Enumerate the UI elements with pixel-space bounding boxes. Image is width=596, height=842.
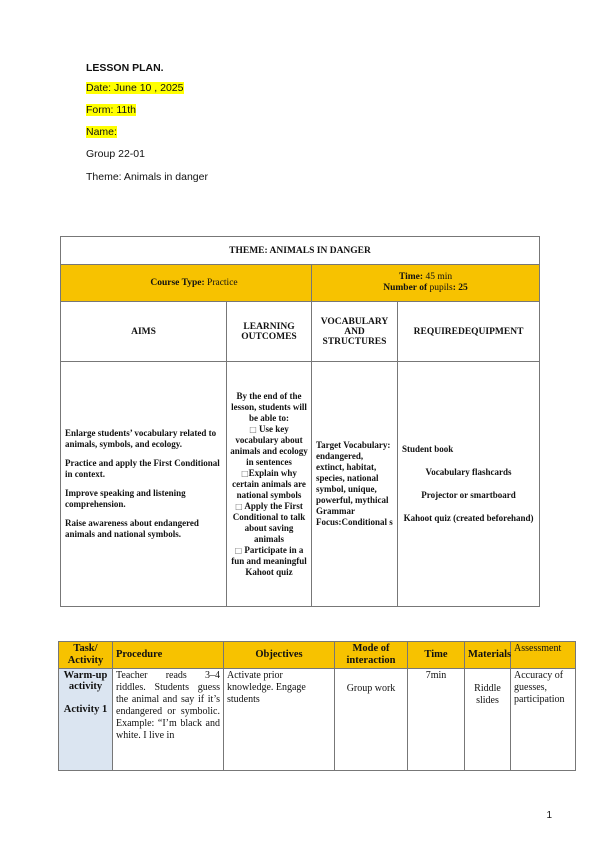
col-assessment: Assessment: [511, 642, 576, 669]
col-task: Task/ Activity: [59, 642, 113, 669]
col-mode: Mode of interaction: [335, 642, 408, 669]
missing-glyph-icon: □: [241, 468, 249, 478]
equipment-item: Vocabulary flashcards: [425, 467, 512, 477]
time-and-pupils: Time: 45 min Number of pupils: 25: [312, 265, 540, 302]
group-line: Group 22-01: [86, 148, 145, 160]
name-line: Name:: [86, 126, 117, 138]
outcomes-cell: [227, 362, 312, 607]
course-type: Course Type: Practice: [61, 265, 312, 302]
col-materials: Materials: [465, 642, 511, 669]
outcome-item: Use key vocabulary about animals and ecology in sentences: [230, 423, 308, 467]
mode-cell: Group work: [335, 669, 408, 771]
col-vocabulary: VOCABULARY AND STRUCTURES: [312, 302, 398, 362]
equipment-cell: [398, 362, 540, 607]
col-equipment: REQUIREDEQUIPMENT: [398, 302, 540, 362]
doc-title: LESSON PLAN.: [86, 62, 164, 74]
theme-line: Theme: Animals in danger: [86, 171, 208, 183]
missing-glyph-icon: □: [234, 545, 243, 555]
vocabulary-cell: Target Vocabulary: endangered, extinct, habitat, species, national symbol, unique, powerful, mythical Grammar Focus:Conditional s: [312, 362, 398, 607]
col-aims: AIMS: [61, 302, 227, 362]
objectives-cell: Activate prior knowledge. Engage students: [224, 669, 335, 771]
time-cell: 7min: [408, 669, 465, 771]
outcome-item: Apply the First Conditional to talk about saving animals: [232, 500, 306, 544]
missing-glyph-icon: □: [235, 501, 243, 511]
materials-cell: Riddle slides: [465, 669, 511, 771]
col-time: Time: [408, 642, 465, 669]
aim-item: Enlarge students’ vocabulary related to animals, symbols, and ecology.: [65, 428, 217, 449]
lesson-plan-table: [60, 236, 540, 607]
col-procedure: Procedure: [113, 642, 224, 669]
aim-item: Raise awareness about endangered animals and national symbols.: [65, 518, 199, 539]
procedure-cell: Teacher reads 3–4 riddles. Students guess the animal and say if it’s endangered or symbolic. Example: “I’m black and white. I live in: [113, 669, 224, 771]
equipment-item: Student book: [402, 444, 454, 454]
task-cell: Warm-up activity Activity 1: [59, 669, 113, 771]
equipment-item: Kahoot quiz (created beforehand): [403, 513, 534, 523]
outcome-item: Participate in a fun and meaningful Kahoot quiz: [231, 544, 307, 577]
outcomes-intro: By the end of the lesson, students will be able to:: [231, 390, 307, 423]
outcome-item: Explain why certain animals are national symbols: [232, 467, 306, 500]
assessment-cell: Accuracy of guesses, participation: [511, 669, 576, 771]
activity-table: [58, 641, 576, 771]
aim-item: Practice and apply the First Conditional in context.: [65, 458, 220, 479]
date-line: Date: June 10 , 2025: [86, 82, 184, 94]
page-number: 1: [546, 810, 552, 821]
aim-item: Improve speaking and listening comprehension.: [65, 488, 186, 509]
equipment-item: Projector or smartboard: [421, 490, 516, 500]
form-line: Form: 11th: [86, 104, 136, 116]
col-objectives: Objectives: [224, 642, 335, 669]
missing-glyph-icon: □: [249, 424, 257, 434]
aims-cell: [61, 362, 227, 607]
table-row: [59, 669, 576, 771]
theme-title: THEME: ANIMALS IN DANGER: [61, 237, 540, 265]
col-learning-outcomes: LEARNING OUTCOMES: [227, 302, 312, 362]
